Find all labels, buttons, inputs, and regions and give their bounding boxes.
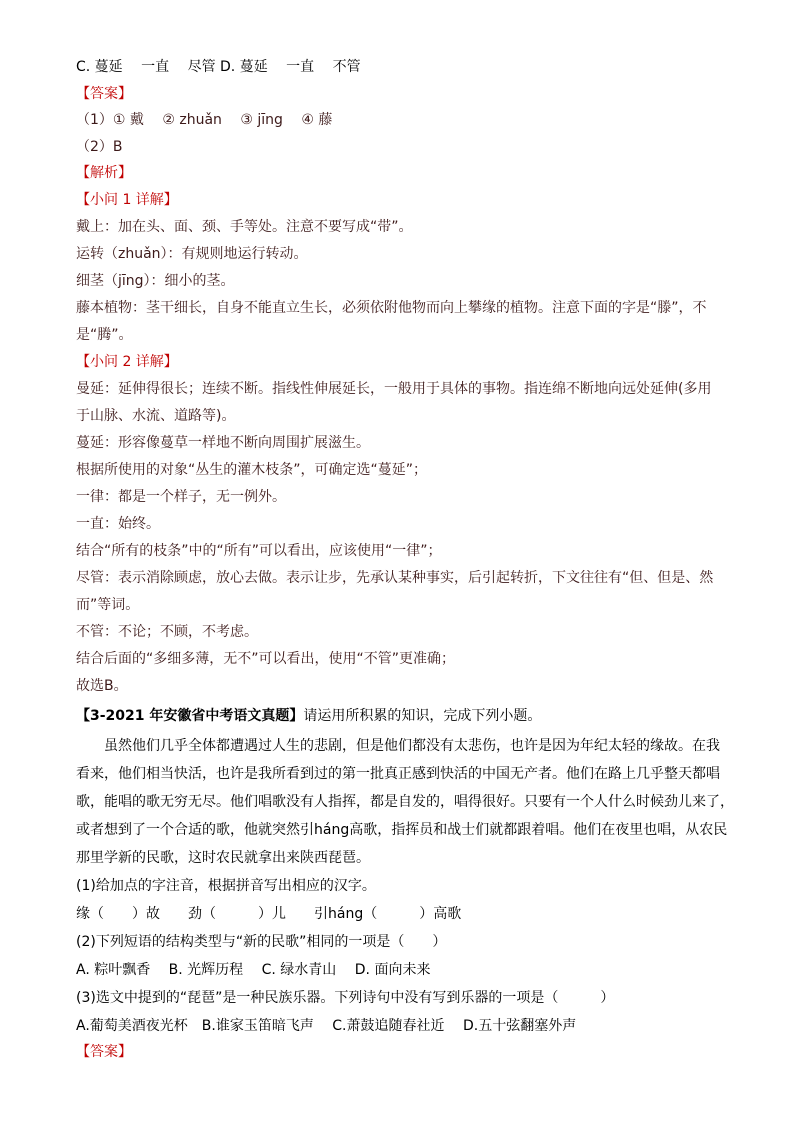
subquestion-1-blanks: 缘（ ）故 劲（ ）儿 引háng（ ）高歌 (76, 906, 462, 922)
subquestion-3: (3)选文中提到的“琵琶”是一种民族乐器。下列诗句中没有写到乐器的一项是（ ） (76, 990, 615, 1006)
answer-part-2: （2）B (76, 139, 123, 155)
explanation-line: 一直：始终。 (76, 516, 160, 532)
question-heading (76, 706, 734, 726)
passage-line: 那里学新的民歌，这时农民就拿出来陕西琵琶。 (76, 850, 370, 866)
subquestion-1: (1)给加点的字注音，根据拼音写出相应的汉字。 (76, 878, 376, 894)
explanation-line: 戴上：加在头、面、颈、手等处。注意不要写成“带”。 (76, 219, 413, 235)
analysis-header: 【解析】 (76, 165, 132, 181)
explanation-line: 曼延：延伸得很长；连续不断。指线性伸展延长，一般用于具体的事物。指连绵不断地向远处延伸(多用 (76, 381, 712, 397)
explanation-line: 而”等词。 (76, 597, 140, 613)
explanation-line: 蔓延：形容像蔓草一样地不断向周围扩展滋生。 (76, 435, 370, 451)
subquestion-2: (2)下列短语的结构类型与“新的民歌”相同的一项是（ ） (76, 934, 447, 950)
answer-part-1: （1）① 戴 ② zhuǎn ③ jīng ④ 藤 (76, 112, 333, 128)
explanation-line: 不管：不论；不顾，不考虑。 (76, 624, 258, 640)
answer-header: 【答案】 (76, 1044, 132, 1060)
explanation-line: 尽管：表示消除顾虑，放心去做。表示让步，先承认某种事实，后引起转折，下文往往有“但、但是、然 (76, 570, 714, 586)
option-line-cd: C. 蔓延 一直 尽管 D. 蔓延 一直 不管 (76, 59, 361, 75)
question-source: 【3-2021 年安徽省中考语文真题】 (76, 708, 304, 724)
explanation-line: 于山脉、水流、道路等)。 (76, 408, 236, 424)
passage-line: 虽然他们几乎全体都遭遇过人生的悲剧，但是他们都没有太悲伤，也许是因为年纪太轻的缘故。在我 (104, 738, 720, 754)
explanation-line: 故选B。 (76, 678, 128, 694)
explanation-line: 是“腾”。 (76, 327, 133, 343)
explanation-line: 藤本植物：茎干细长，自身不能直立生长，必须依附他物而向上攀缘的植物。注意下面的字是“滕”，不 (76, 300, 707, 316)
subquestion-3-options: A.葡萄美酒夜光杯 B.谁家玉笛暗飞声 C.萧鼓追随春社近 D.五十弦翻塞外声 (76, 1018, 577, 1034)
explanation-line: 运转（zhuǎn）：有规则地运行转动。 (76, 246, 308, 262)
explanation-line: 细茎（jīng）：细小的茎。 (76, 273, 235, 289)
explanation-line: 结合后面的“多细多薄，无不”可以看出，使用“不管”更准确； (76, 651, 456, 667)
question-instruction: 请运用所积累的知识，完成下列小题。 (303, 708, 542, 724)
subquestion-2-options: A. 粽叶飘香 B. 光辉历程 C. 绿水青山 D. 面向未来 (76, 962, 431, 978)
explanation-line: 一律：都是一个样子，无一例外。 (76, 489, 286, 505)
passage-line: 或者想到了一个合适的歌，他就突然引háng高歌，指挥员和战士们就都跟着唱。他们在夜里也唱，从农民 (76, 822, 728, 838)
answer-header: 【答案】 (76, 86, 132, 102)
explanation-line: 结合“所有的枝条”中的“所有”可以看出，应该使用“一律”； (76, 543, 442, 559)
subquestion-1-header: 【小问 1 详解】 (76, 192, 178, 208)
passage-line: 看来，他们相当快活，也许是我所看到过的第一批真正感到快活的中国无产者。他们在路上几乎整天都唱 (76, 766, 720, 782)
subquestion-2-header: 【小问 2 详解】 (76, 354, 178, 370)
explanation-line: 根据所使用的对象“丛生的灌木枝条”，可确定选“蔓延”； (76, 462, 428, 478)
passage-line: 歌，能唱的歌无穷无尽。他们唱歌没有人指挥，都是自发的，唱得很好。只要有一个人什么时候劲儿来了， (76, 794, 734, 810)
